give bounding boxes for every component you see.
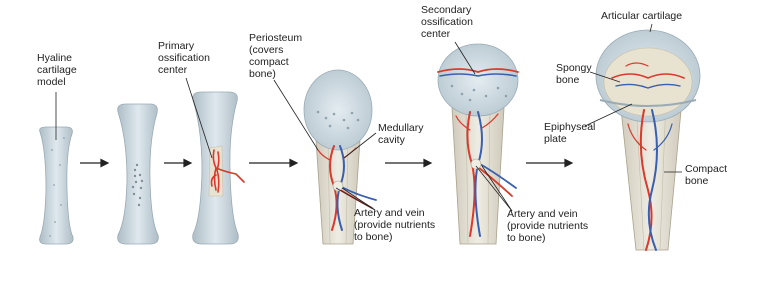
label-artery-and-vein-1: Artery and vein (provide nutrients to bone) xyxy=(354,207,436,243)
stage-5-secondary-ossification xyxy=(438,44,518,244)
label-periosteum: Periosteum (covers compact bone) xyxy=(249,32,303,80)
label-primary-ossification-center: Primary ossification center xyxy=(158,40,210,76)
stage-6-mature-bone xyxy=(596,30,700,250)
label-compact-bone: Compact bone xyxy=(685,163,728,187)
stage-3-primary-ossification xyxy=(193,92,244,244)
stage-1-cartilage-model xyxy=(40,127,74,244)
label-articular-cartilage: Articular cartilage xyxy=(601,10,683,22)
label-artery-and-vein-2: Artery and vein (provide nutrients to bone) xyxy=(507,208,589,244)
label-spongy-bone: Spongy bone xyxy=(556,62,592,86)
stage-2-cartilage-calcifying xyxy=(118,104,159,244)
label-hyaline-cartilage-model: Hyaline cartilage model xyxy=(37,52,77,88)
label-medullary-cavity: Medullary cavity xyxy=(378,122,424,146)
label-epiphyseal-plate: Epiphyseal plate xyxy=(544,121,596,145)
label-secondary-ossification-center: Secondary ossification center xyxy=(421,4,473,40)
